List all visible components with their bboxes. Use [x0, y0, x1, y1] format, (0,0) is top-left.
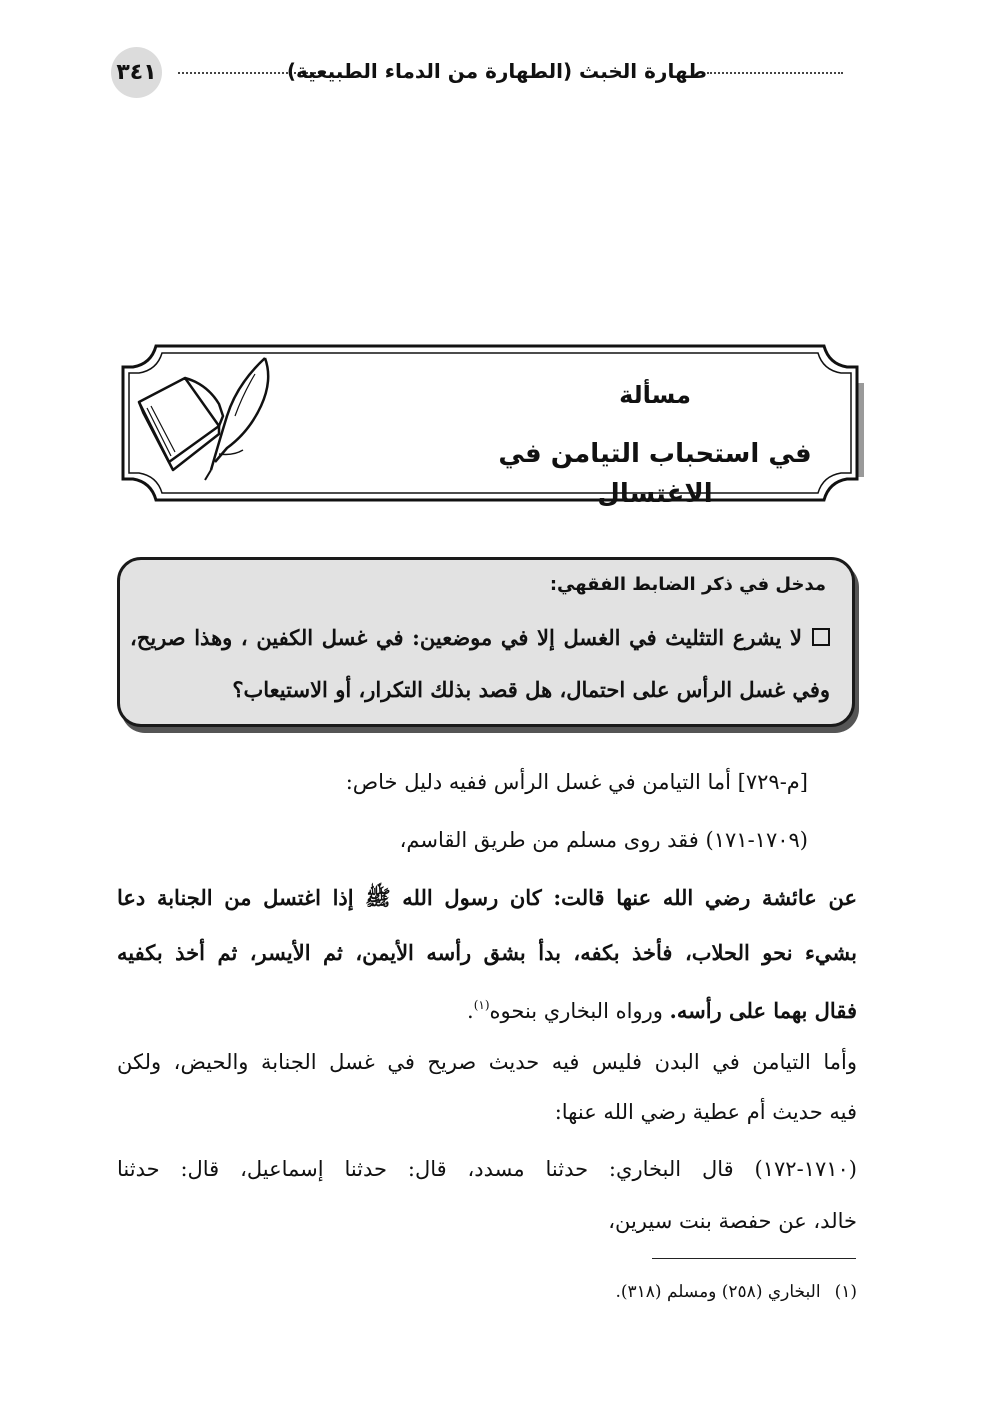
footnote-text: البخاري (٢٥٨) ومسلم (٣١٨). [615, 1282, 821, 1302]
section-title-label: مسألة [619, 381, 691, 409]
paragraph: وأما التيامن في البدن فليس فيه حديث صريح في غسل الجنابة والحيض، ولكن [117, 1050, 857, 1074]
fiqh-rule-box [117, 557, 855, 727]
paragraph: خالد، عن حفصة بنت سيرين، [608, 1209, 857, 1233]
rule-text-line: وفي غسل الرأس على احتمال، هل قصد بذلك التكرار، أو الاستيعاب؟ [232, 677, 830, 702]
section-title: في استحباب التيامن في الاغتسال [498, 439, 812, 509]
hadith-text: عن عائشة رضي الله عنها قالت: كان رسول الله ﷺ إذا اغتسل من الجنابة دعا [117, 885, 857, 910]
paragraph: فيه حديث أم عطية رضي الله عنها: [554, 1100, 857, 1124]
rule-text-line: لا يشرع التثليث في الغسل إلا في موضعين: في غسل الكفين ، وهذا صريح، [130, 618, 830, 658]
footnote-reference[interactable]: (١) [473, 998, 490, 1012]
header-dotted-leader [707, 72, 843, 74]
checkbox-icon [812, 628, 830, 646]
paragraph: [م-٧٢٩] أما التيامن في غسل الرأس ففيه دليل خاص: [345, 770, 808, 794]
page-number: ٣٤١ [111, 47, 162, 98]
running-title: طهارة الخبث (الطهارة من الدماء الطبيعية) [286, 59, 707, 83]
rule-box-heading: مدخل في ذكر الضابط الفقهي: [549, 574, 826, 595]
hadith-text: بشيء نحو الحلاب، فأخذ بكفه، بدأ بشق رأسه الأيمن، ثم الأيسر، ثم أخذ بكفيه [117, 940, 857, 965]
paragraph: (١٧٠٩-١٧١) فقد روى مسلم من طريق القاسم، [399, 828, 808, 852]
footnote-number: (١) [834, 1282, 857, 1302]
section-title-frame [115, 344, 865, 509]
paragraph: (١٧١٠-١٧٢) قال البخاري: حدثنا مسدد، قال: حدثنا إسماعيل، قال: حدثنا [117, 1157, 857, 1181]
footnote [117, 1275, 857, 1309]
hadith-text: فقال بهما على رأسه. ورواه البخاري بنحوه$^{(١)}$. [467, 998, 857, 1023]
footnote-separator [652, 1258, 856, 1259]
